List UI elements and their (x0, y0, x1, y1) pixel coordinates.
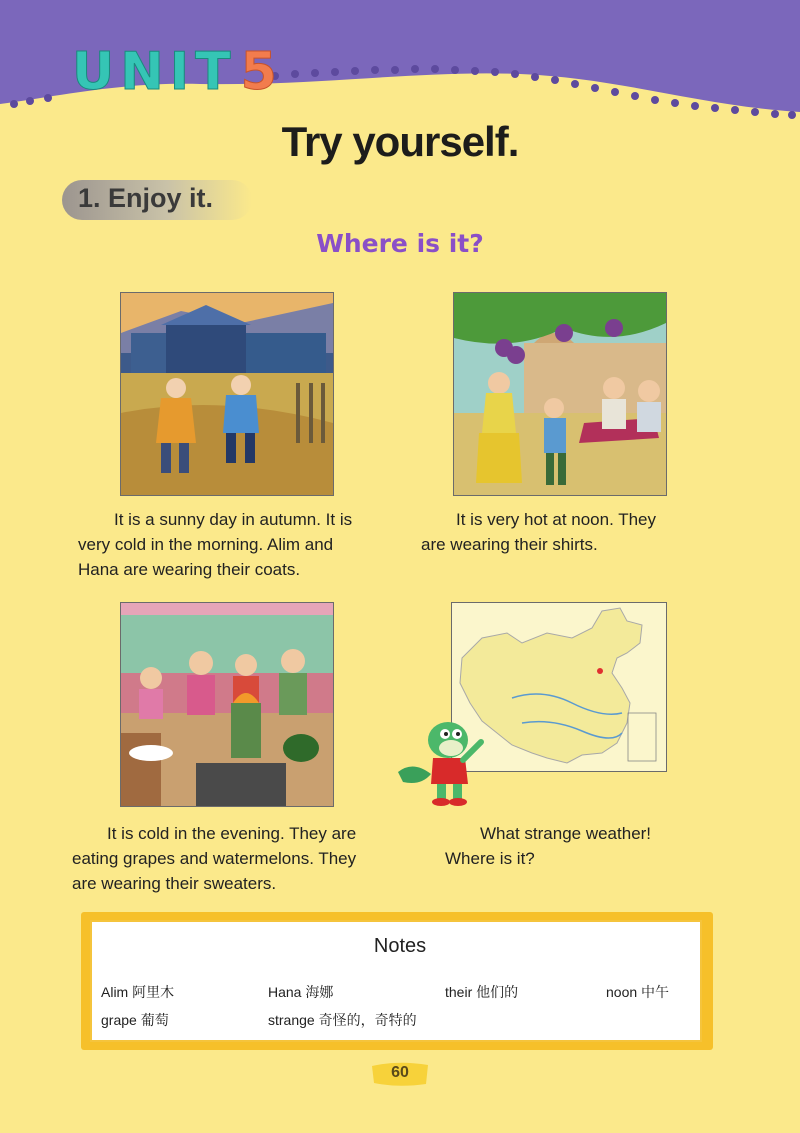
caption-panel-4 (445, 821, 725, 871)
caption-panel-2 (421, 507, 721, 557)
unit-word: UNIT (72, 42, 237, 102)
note-hana: Hana 海娜 (268, 984, 334, 1000)
note-strange: strange 奇怪的，奇特的 (268, 1012, 417, 1028)
dinosaur-mascot (393, 712, 493, 807)
note-grape: grape 葡萄 (101, 1012, 169, 1028)
subheading: Where is it? (316, 229, 484, 258)
caption-line: Hana are wearing their coats. (78, 560, 301, 579)
illustration-grapes-noon (453, 292, 667, 496)
page-title: Try yourself. (281, 118, 519, 165)
caption-line: eating grapes and watermelons. They (72, 849, 357, 868)
illustration-village-autumn (120, 292, 334, 496)
caption-panel-1 (78, 507, 388, 582)
note-noon: noon 中午 (606, 984, 670, 1000)
caption-line: It is very hot at noon. They (456, 510, 657, 529)
note-alim: Alim 阿里木 (101, 984, 175, 1000)
caption-line: It is a sunny day in autumn. It is (114, 510, 353, 529)
unit-title (72, 42, 283, 102)
note-their: their 他们的 (445, 984, 519, 1000)
section-label: 1. Enjoy it. (78, 183, 214, 213)
unit-number: 5 (240, 42, 283, 102)
caption-line: Where is it? (445, 849, 535, 868)
illustration-family-evening (120, 602, 334, 807)
caption-line: What strange weather! (480, 824, 652, 843)
page-number: 60 (391, 1064, 409, 1081)
caption-line: are wearing their shirts. (421, 535, 598, 554)
caption-panel-3 (72, 821, 392, 896)
caption-line: It is cold in the evening. They are (107, 824, 357, 843)
notes-title: Notes (373, 935, 427, 957)
caption-line: are wearing their sweaters. (72, 874, 277, 893)
caption-line: very cold in the morning. Alim and (78, 535, 334, 554)
